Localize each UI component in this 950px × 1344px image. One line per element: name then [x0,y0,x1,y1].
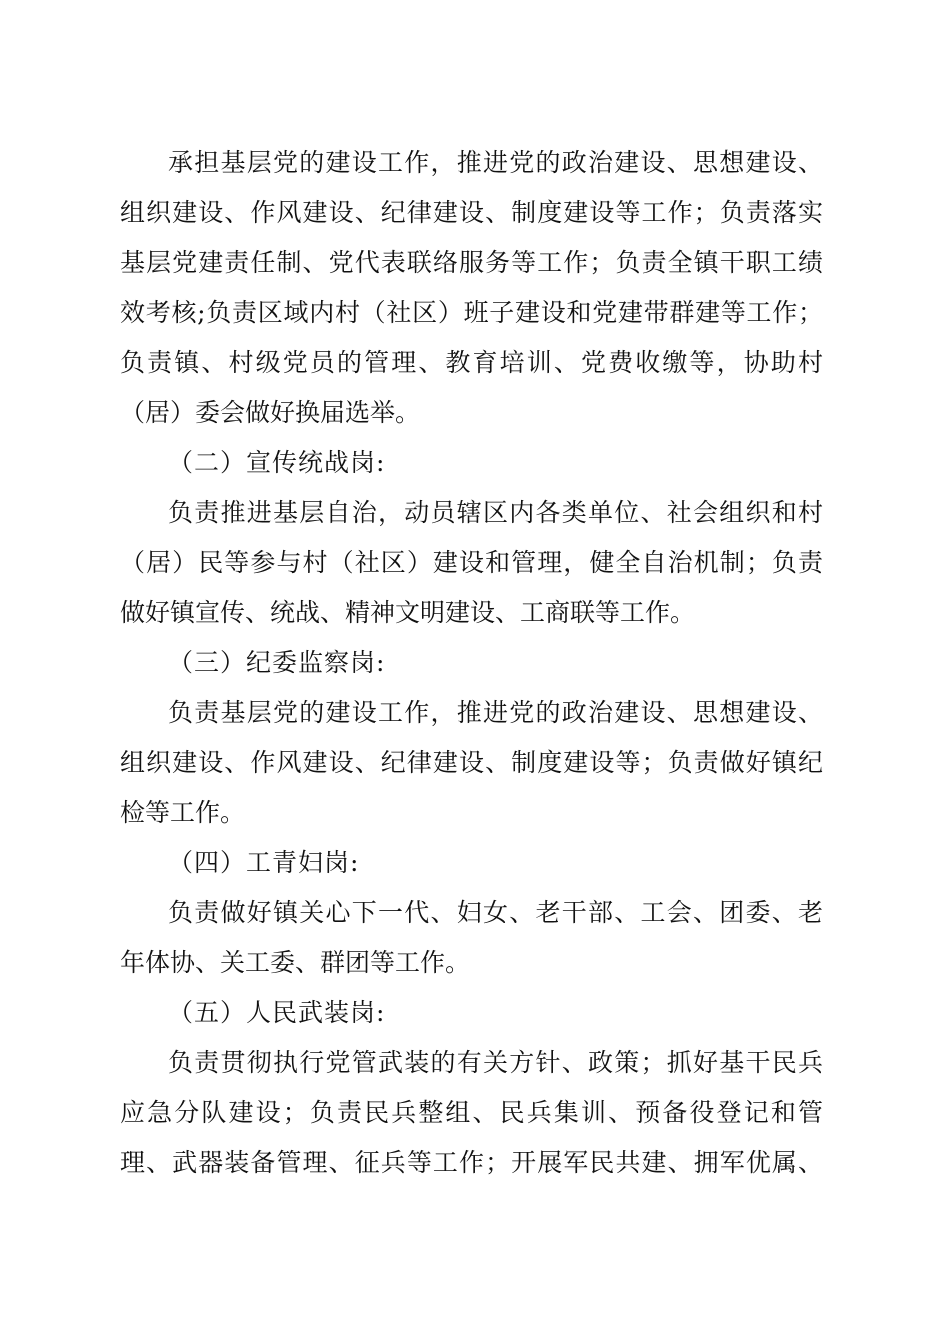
paragraph-line: 负责镇、村级党员的管理、教育培训、党费收缴等，协助村 [120,348,823,377]
paragraph-line: 做好镇宣传、统战、精神文明建设、工商联等工作。 [120,598,696,627]
paragraph-line: 效考核;负责区域内村（社区）班子建设和党建带群建等工作； [120,298,823,327]
section-heading: （二）宣传统战岗: [168,448,386,477]
section-heading: （四）工青妇岗: [168,848,360,877]
paragraph-line: 负责推进基层自治，动员辖区内各类单位、社会组织和村 [168,498,823,527]
section-heading: （三）纪委监察岗: [168,648,386,677]
paragraph-line: 承担基层党的建设工作，推进党的政治建设、思想建设、 [168,148,823,177]
paragraph-line: 负责贯彻执行党管武装的有关方针、政策；抓好基干民兵 [168,1048,823,1077]
paragraph-line: （居）委会做好换届选举。 [120,398,421,427]
paragraph-line: 基层党建责任制、党代表联络服务等工作；负责全镇干职工绩 [120,248,823,277]
paragraph-line: （居）民等参与村（社区）建设和管理，健全自治机制；负责 [120,548,823,577]
paragraph-line: 年体协、关工委、群团等工作。 [120,948,471,977]
paragraph-line: 负责做好镇关心下一代、妇女、老干部、工会、团委、老 [168,898,823,927]
section-heading: （五）人民武装岗: [168,998,386,1027]
paragraph-line: 负责基层党的建设工作，推进党的政治建设、思想建设、 [168,698,823,727]
paragraph-line: 组织建设、作风建设、纪律建设、制度建设等工作；负责落实 [120,198,823,227]
paragraph-line: 应急分队建设；负责民兵整组、民兵集训、预备役登记和管 [120,1098,823,1127]
paragraph-line: 组织建设、作风建设、纪律建设、制度建设等；负责做好镇纪 [120,748,823,777]
paragraph-line: 检等工作。 [120,798,246,827]
paragraph-line: 理、武器装备管理、征兵等工作；开展军民共建、拥军优属、 [120,1148,823,1177]
